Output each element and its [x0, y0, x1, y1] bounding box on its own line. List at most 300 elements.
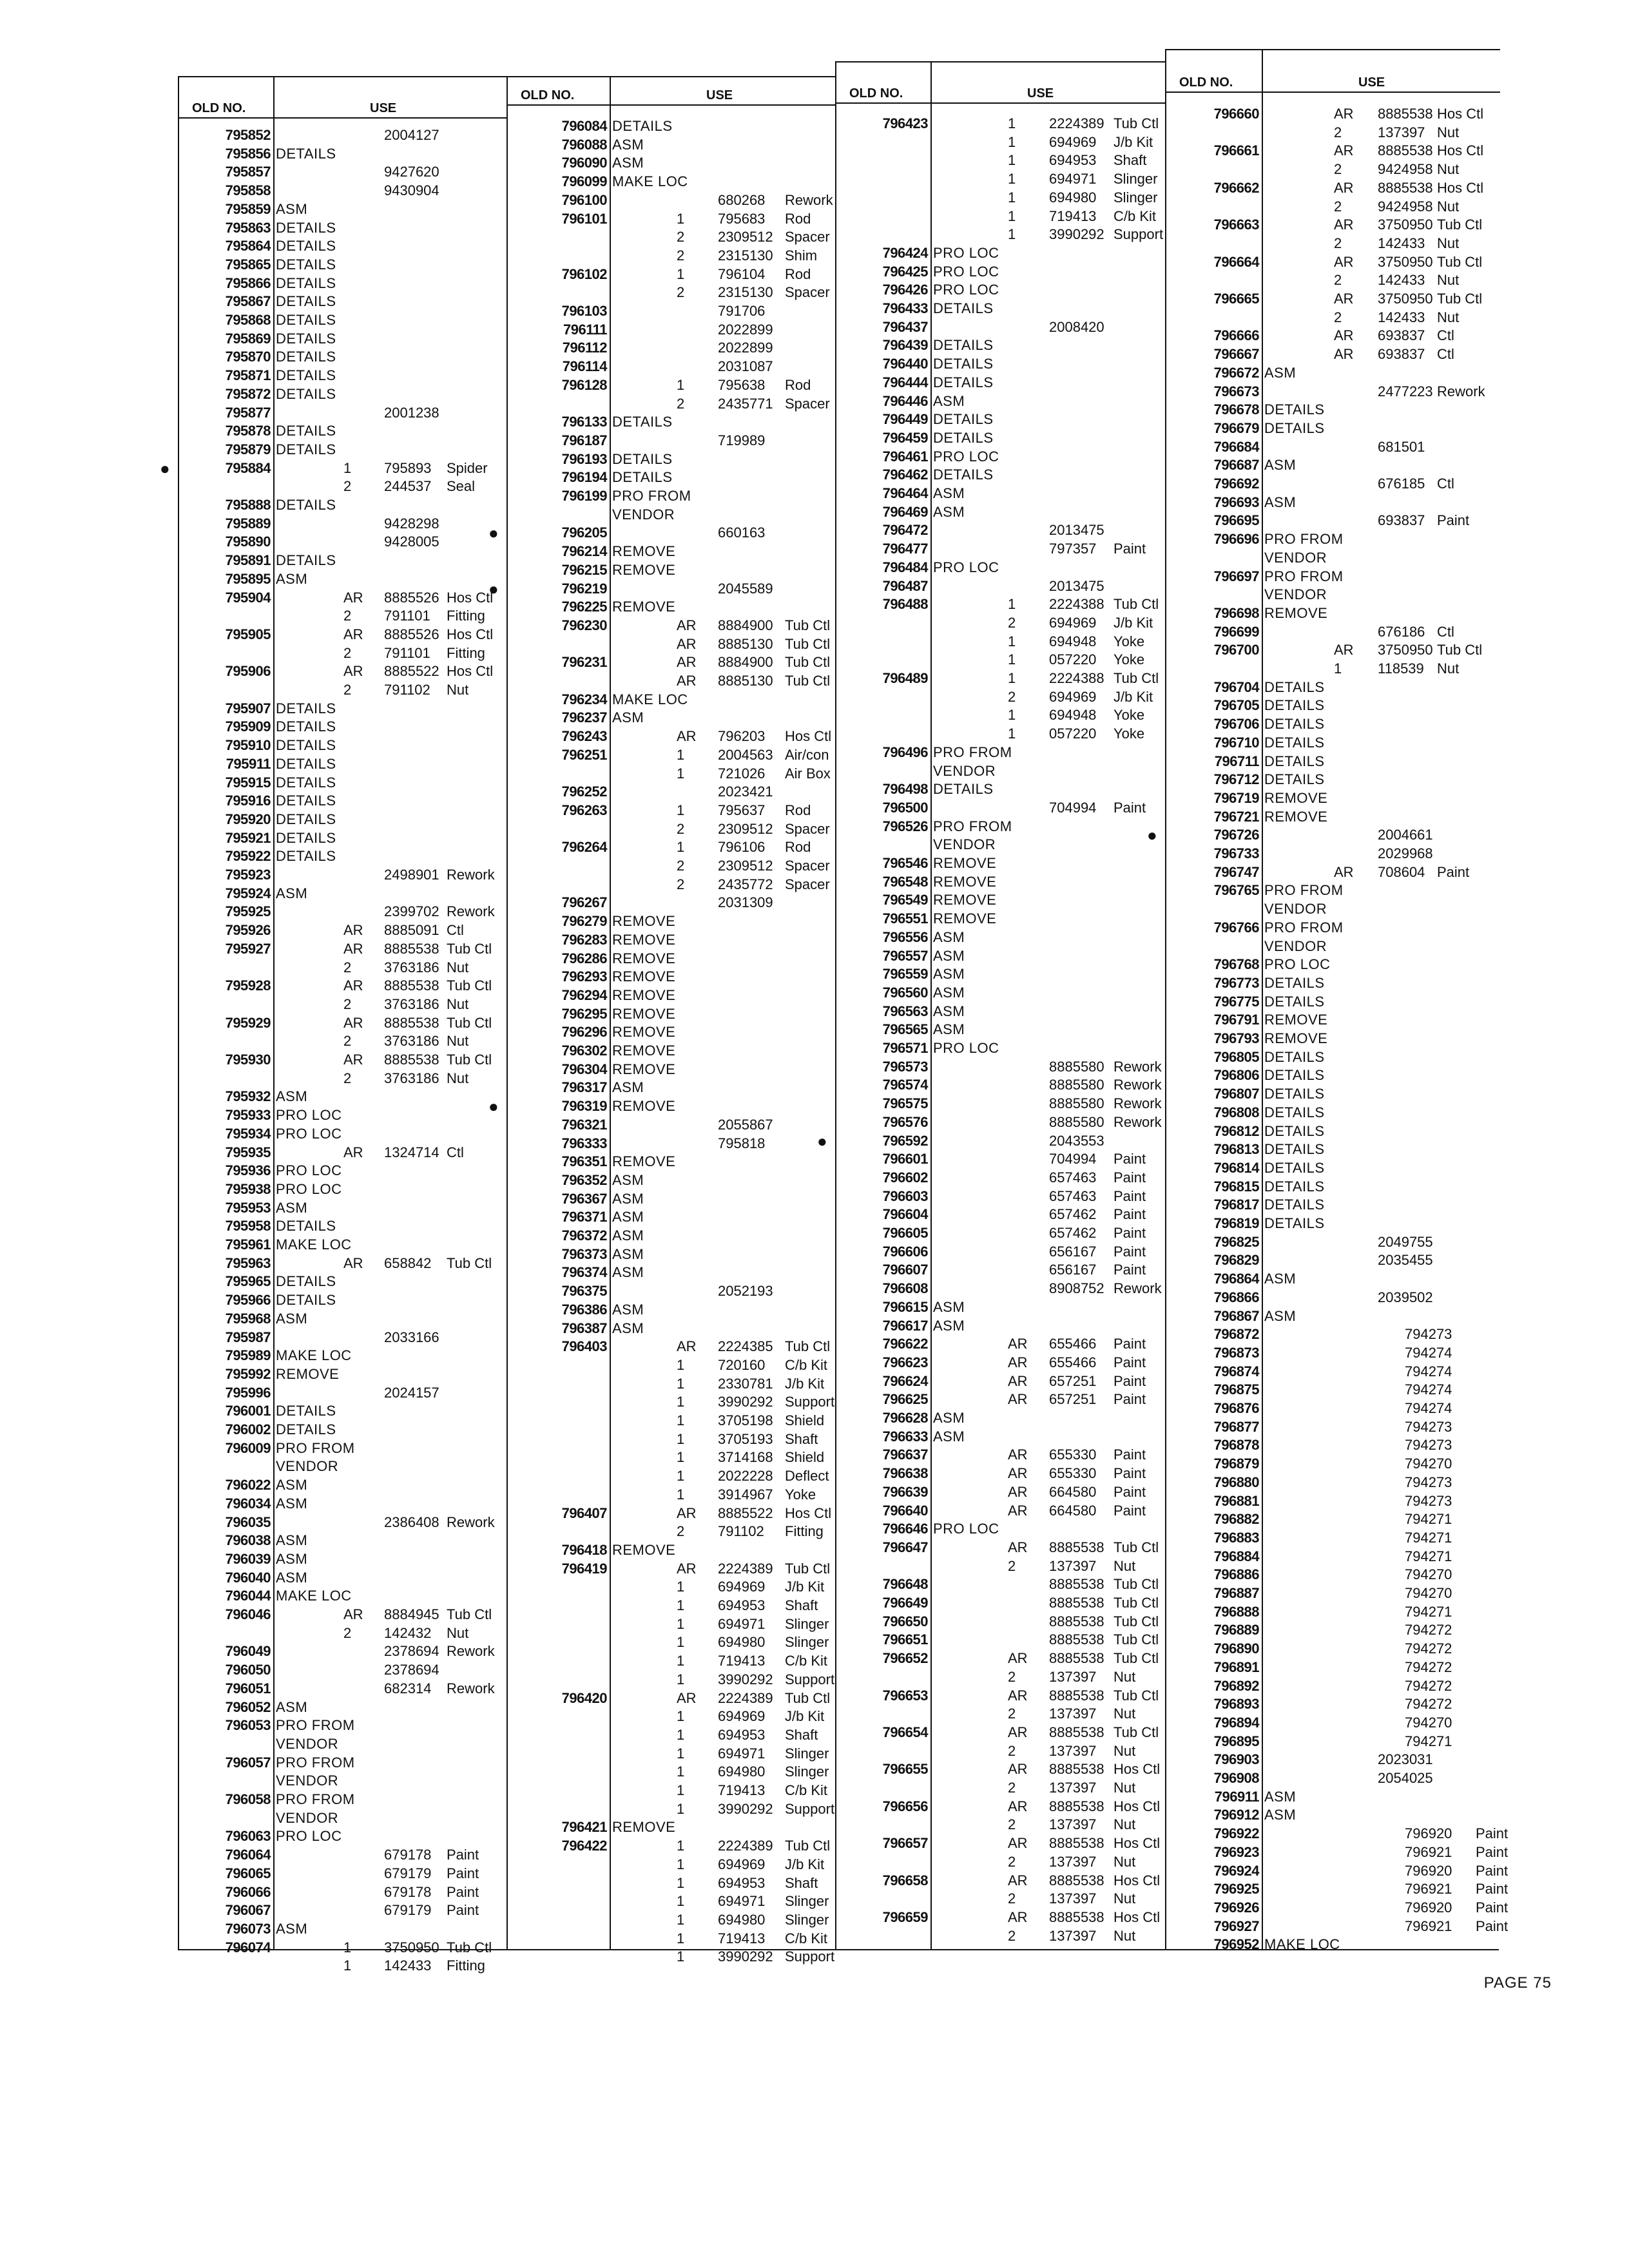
table-row — [508, 1837, 836, 1856]
table-row — [179, 1532, 508, 1550]
disposition-text: ASM — [276, 1920, 308, 1937]
old-number: 795966 — [225, 1292, 271, 1309]
old-number: 796009 — [225, 1439, 271, 1456]
disposition-text: DETAILS — [933, 466, 994, 483]
part-description: Tub Ctl — [785, 635, 831, 652]
new-part-number: 3750950 — [1378, 216, 1433, 233]
new-part-number: 658842 — [384, 1254, 432, 1271]
table-row — [836, 1724, 1166, 1742]
old-number: 796664 — [1213, 253, 1259, 270]
part-description: Rework — [1113, 1113, 1162, 1130]
table-row — [508, 802, 836, 820]
table-row — [1166, 1566, 1500, 1584]
old-number: 796387 — [561, 1320, 607, 1336]
quantity: AR — [1334, 216, 1354, 233]
table-row — [1166, 1048, 1500, 1067]
table-row — [836, 1206, 1166, 1224]
disposition-text: ASM — [612, 1320, 644, 1336]
new-part-number: 3705193 — [718, 1430, 773, 1447]
old-number: 796705 — [1213, 697, 1259, 714]
part-description: Yoke — [1113, 726, 1145, 742]
new-part-number: 664580 — [1049, 1483, 1097, 1500]
table-row — [836, 189, 1166, 207]
new-part-number: 2033166 — [384, 1329, 439, 1345]
table-row — [1166, 1085, 1500, 1104]
old-number: 796927 — [1213, 1917, 1259, 1934]
table-row — [1166, 1769, 1500, 1788]
quantity: 2 — [1008, 614, 1016, 631]
new-part-number: 694948 — [1049, 633, 1097, 649]
new-part-number: 8885522 — [384, 663, 439, 680]
bullet-marker: ● — [488, 1097, 499, 1117]
part-description: Paint — [1437, 512, 1470, 529]
table-row — [508, 635, 836, 654]
quantity: 2 — [1008, 1706, 1016, 1722]
new-part-number: 8885580 — [1049, 1058, 1104, 1075]
table-row — [508, 912, 836, 931]
table-row — [836, 1575, 1166, 1594]
old-number: 795921 — [225, 829, 271, 846]
quantity: 1 — [343, 1939, 352, 1956]
old-number: 796371 — [561, 1209, 607, 1225]
old-number: 795870 — [225, 349, 271, 365]
old-number: 796440 — [882, 356, 928, 372]
old-number: 796002 — [225, 1421, 271, 1437]
table-row — [1166, 1584, 1500, 1603]
disposition-text: REMOVE — [612, 1153, 676, 1170]
table-row — [1166, 456, 1500, 475]
disposition-text: ASM — [612, 1245, 644, 1262]
disposition-text: PRO LOC — [276, 1162, 342, 1179]
new-part-number: 2399702 — [384, 903, 439, 920]
old-number: 796679 — [1213, 419, 1259, 436]
new-part-number: 8885538 — [384, 1052, 439, 1068]
table-row — [836, 1668, 1166, 1687]
old-number: 795889 — [225, 515, 271, 532]
quantity: AR — [343, 1014, 363, 1031]
part-description: Slinger — [785, 1634, 829, 1651]
table-row — [508, 1282, 836, 1301]
old-number: 796459 — [882, 429, 928, 446]
old-number: 796351 — [561, 1153, 607, 1170]
bullet-marker: ● — [817, 1131, 827, 1151]
new-part-number: 2022899 — [718, 321, 773, 338]
old-number: 796574 — [882, 1077, 928, 1093]
quantity: AR — [1008, 1372, 1028, 1389]
part-description: Nut — [1437, 235, 1460, 251]
new-part-number: 2022899 — [718, 340, 773, 356]
table-row — [836, 485, 1166, 503]
table-row — [179, 126, 508, 145]
quantity: AR — [1008, 1761, 1028, 1778]
disposition-text: DETAILS — [1264, 1196, 1325, 1213]
table-row — [836, 1760, 1166, 1779]
old-number: 796050 — [225, 1662, 271, 1678]
new-part-number: 2052193 — [718, 1283, 773, 1300]
table-row — [179, 607, 508, 626]
new-part-number: 794274 — [1405, 1400, 1452, 1416]
quantity: 1 — [1334, 660, 1342, 677]
table-row — [179, 977, 508, 995]
table-row — [508, 1135, 836, 1153]
quantity: AR — [1008, 1483, 1028, 1500]
disposition-text: DETAILS — [1264, 697, 1325, 714]
disposition-text: ASM — [1264, 1271, 1296, 1287]
new-part-number: 655330 — [1049, 1446, 1097, 1463]
table-row — [508, 284, 836, 302]
disposition-text: PRO LOC — [933, 1521, 999, 1537]
table-row — [1166, 678, 1500, 697]
part-description: Tub Ctl — [785, 1689, 831, 1706]
old-number: 796563 — [882, 1003, 928, 1019]
disposition-text: ASM — [933, 947, 965, 964]
new-part-number: 8885538 — [1049, 1613, 1104, 1629]
new-part-number: 794274 — [1405, 1363, 1452, 1379]
table-row — [1166, 1196, 1500, 1215]
table-row — [179, 1070, 508, 1088]
old-number: 796546 — [882, 855, 928, 871]
disposition-text: DETAILS — [933, 337, 994, 354]
part-description: Tub Ctl — [785, 654, 831, 671]
old-number: 796926 — [1213, 1899, 1259, 1916]
old-number: 796908 — [1213, 1770, 1259, 1786]
table-row — [508, 1005, 836, 1024]
table-row — [1166, 235, 1500, 253]
new-part-number: 655330 — [1049, 1465, 1097, 1482]
table-row — [179, 866, 508, 885]
table-row — [508, 210, 836, 229]
table-row — [508, 857, 836, 876]
quantity: 2 — [1334, 161, 1342, 178]
table-row — [1166, 956, 1500, 974]
new-part-number: 719413 — [718, 1782, 766, 1798]
table-row — [508, 1818, 836, 1837]
part-description: Rework — [1113, 1077, 1162, 1093]
old-number: 795891 — [225, 552, 271, 569]
new-part-number: 2309512 — [718, 858, 773, 874]
quantity: AR — [677, 654, 697, 671]
table-row — [179, 1291, 508, 1310]
disposition-text: MAKE LOC — [1264, 1936, 1340, 1953]
table-row — [836, 1465, 1166, 1483]
table-row — [836, 355, 1166, 374]
part-description: Tub Ctl — [447, 1052, 492, 1068]
part-description: Tub Ctl — [785, 673, 831, 689]
table-row — [179, 1901, 508, 1920]
part-description: Paint — [1476, 1917, 1509, 1934]
disposition-text: DETAILS — [276, 774, 336, 791]
old-number: 796375 — [561, 1283, 607, 1300]
old-number: 796133 — [561, 414, 607, 430]
quantity: AR — [343, 1606, 363, 1622]
part-description: Ctl — [1437, 327, 1454, 344]
quantity: AR — [677, 1689, 697, 1706]
disposition-text: VENDOR — [276, 1809, 339, 1826]
disposition-text: DETAILS — [1264, 1141, 1325, 1158]
old-number: 796829 — [1213, 1252, 1259, 1269]
part-description: Paint — [1476, 1825, 1509, 1842]
old-number: 796647 — [882, 1539, 928, 1555]
old-number: 796608 — [882, 1280, 928, 1297]
table-row — [508, 321, 836, 340]
table-row — [1166, 1455, 1500, 1474]
quantity: 2 — [343, 644, 352, 661]
part-description: J/b Kit — [785, 1579, 825, 1595]
quantity: 2 — [677, 247, 685, 264]
disposition-text: DETAILS — [1264, 753, 1325, 769]
new-part-number: 794273 — [1405, 1326, 1452, 1343]
disposition-text: PRO FROM — [276, 1439, 355, 1456]
table-row — [179, 404, 508, 423]
part-description: Tub Ctl — [785, 1338, 831, 1355]
old-number: 795932 — [225, 1088, 271, 1105]
quantity: AR — [343, 589, 363, 606]
disposition-text: ASM — [1264, 1307, 1296, 1324]
table-row — [1166, 253, 1500, 272]
new-part-number: 694969 — [1049, 688, 1097, 705]
new-part-number: 2309512 — [718, 229, 773, 245]
table-row — [179, 940, 508, 959]
table-row — [836, 780, 1166, 799]
quantity: 2 — [1334, 198, 1342, 215]
new-part-number: 8885538 — [1049, 1687, 1104, 1704]
old-number: 796500 — [882, 799, 928, 816]
new-part-number: 794270 — [1405, 1566, 1452, 1583]
old-number: 796891 — [1213, 1658, 1259, 1675]
table-row — [179, 1032, 508, 1051]
table-row — [1166, 179, 1500, 198]
new-part-number: 142433 — [1378, 235, 1425, 251]
table-row — [836, 1613, 1166, 1631]
new-part-number: 694971 — [718, 1745, 766, 1762]
disposition-text: DETAILS — [1264, 1104, 1325, 1120]
disposition-text: REMOVE — [612, 1541, 676, 1558]
part-description: Paint — [1113, 1243, 1146, 1260]
new-part-number: 795818 — [718, 1135, 766, 1151]
new-part-number: 2031087 — [718, 358, 773, 375]
new-part-number: 719989 — [718, 432, 766, 448]
old-number: 795929 — [225, 1014, 271, 1031]
old-number: 796424 — [882, 244, 928, 261]
quantity: 2 — [343, 959, 352, 975]
old-number: 796623 — [882, 1354, 928, 1370]
quantity: AR — [1334, 642, 1354, 658]
new-part-number: 2315130 — [718, 284, 773, 301]
old-number: 796726 — [1213, 827, 1259, 843]
disposition-text: REMOVE — [612, 561, 676, 578]
table-row — [508, 432, 836, 450]
table-row — [836, 836, 1166, 854]
table-row — [1166, 1917, 1509, 1936]
quantity: AR — [343, 977, 363, 994]
table-row — [836, 1187, 1166, 1206]
table-row — [1166, 290, 1500, 309]
disposition-text: ASM — [612, 1227, 644, 1244]
table-row — [1166, 1325, 1500, 1344]
disposition-text: REMOVE — [612, 1819, 676, 1836]
part-description: Tub Ctl — [1437, 216, 1483, 233]
part-description: Nut — [1113, 1890, 1136, 1907]
disposition-text: REMOVE — [612, 1043, 676, 1059]
disposition-text: PRO FROM — [1264, 882, 1344, 899]
disposition-text: DETAILS — [276, 238, 336, 255]
table-row — [508, 765, 836, 783]
old-number: 796477 — [882, 541, 928, 557]
old-number: 796267 — [561, 894, 607, 911]
table-row — [508, 1227, 836, 1245]
disposition-text: PRO FROM — [1264, 568, 1344, 584]
table-row — [179, 1735, 508, 1754]
table-row — [836, 1390, 1166, 1409]
table-row — [508, 1448, 836, 1467]
disposition-text: ASM — [933, 984, 965, 1001]
old-number: 796884 — [1213, 1548, 1259, 1564]
table-row — [836, 1335, 1166, 1354]
new-part-number: 660163 — [718, 524, 766, 541]
table-row — [179, 847, 508, 866]
quantity: AR — [1334, 179, 1354, 196]
table-row — [836, 1742, 1166, 1761]
part-description: Rod — [785, 265, 811, 282]
part-description: Shaft — [785, 1726, 818, 1743]
part-description: Rework — [447, 1643, 495, 1660]
new-part-number: 057220 — [1049, 726, 1097, 742]
old-number: 796881 — [1213, 1492, 1259, 1509]
table-row — [508, 1578, 836, 1597]
new-part-number: 694969 — [718, 1708, 766, 1725]
new-part-number: 2001238 — [384, 404, 439, 421]
new-part-number: 694948 — [1049, 707, 1097, 724]
table-row — [179, 1384, 508, 1403]
old-number: 796665 — [1213, 291, 1259, 307]
old-number: 795961 — [225, 1236, 271, 1253]
table-row — [508, 1153, 836, 1171]
new-part-number: 796921 — [1405, 1881, 1452, 1898]
table-row — [508, 653, 836, 672]
disposition-text: DETAILS — [276, 1292, 336, 1309]
table-row — [179, 1754, 508, 1773]
table-row — [179, 811, 508, 829]
use-header: USE — [706, 88, 733, 102]
part-description: Ctl — [1437, 476, 1454, 492]
old-number: 796100 — [561, 191, 607, 208]
part-description: Paint — [447, 1847, 479, 1863]
old-number: 796877 — [1213, 1418, 1259, 1435]
table-row — [1166, 1733, 1500, 1751]
table-row — [508, 395, 836, 414]
old-number: 796049 — [225, 1643, 271, 1660]
part-description: Air Box — [785, 765, 831, 782]
table-row — [836, 170, 1166, 189]
table-row — [179, 662, 508, 681]
new-part-number: 794272 — [1405, 1622, 1452, 1639]
old-number: 796660 — [1213, 106, 1259, 122]
disposition-text: ASM — [933, 392, 965, 409]
new-part-number: 694969 — [1049, 133, 1097, 150]
new-part-number: 791706 — [718, 303, 766, 319]
table-row — [179, 496, 508, 515]
old-number: 795865 — [225, 256, 271, 273]
table-column-1 — [160, 76, 508, 1974]
table-row — [836, 263, 1166, 282]
old-number: 795852 — [225, 127, 271, 143]
new-part-number: 8885538 — [384, 1014, 439, 1031]
new-part-number: 3714168 — [718, 1449, 773, 1466]
old-number: 796625 — [882, 1391, 928, 1408]
table-row — [179, 1273, 508, 1291]
old-number: 796825 — [1213, 1233, 1259, 1250]
old-number: 796279 — [561, 913, 607, 930]
table-row — [836, 688, 1166, 707]
part-description: Tub Ctl — [447, 1254, 492, 1271]
part-description: Rework — [1113, 1095, 1162, 1112]
table-row — [1166, 419, 1500, 438]
table-row — [836, 725, 1166, 744]
new-part-number: 693837 — [1378, 327, 1425, 344]
old-number: 796646 — [882, 1521, 928, 1537]
part-description: Tub Ctl — [785, 1838, 831, 1854]
new-part-number: 795893 — [384, 459, 432, 476]
new-part-number: 3990292 — [718, 1671, 773, 1687]
quantity: AR — [1008, 1908, 1028, 1925]
table-row — [179, 1014, 508, 1033]
old-number: 796721 — [1213, 808, 1259, 825]
part-description: Paint — [1113, 1206, 1146, 1223]
old-number: 795872 — [225, 385, 271, 402]
new-part-number: 137397 — [1049, 1557, 1097, 1574]
table-row — [1166, 105, 1500, 124]
disposition-text: REMOVE — [612, 968, 676, 985]
table-row — [508, 1079, 836, 1097]
table-row — [1166, 623, 1500, 642]
disposition-text: DETAILS — [1264, 716, 1325, 733]
table-row — [508, 727, 836, 746]
table-row — [179, 1254, 508, 1273]
old-number: 796001 — [225, 1403, 271, 1419]
new-part-number: 8885526 — [384, 589, 439, 606]
part-description: Ctl — [1437, 346, 1454, 363]
table-row — [179, 1809, 508, 1828]
table-row — [1166, 937, 1500, 956]
table-row — [179, 1920, 508, 1939]
old-number: 796808 — [1213, 1104, 1259, 1120]
table-row — [817, 1131, 1166, 1151]
quantity: AR — [1008, 1539, 1028, 1555]
part-description: Paint — [1476, 1899, 1509, 1916]
table-row — [1166, 604, 1500, 623]
table-row — [836, 466, 1166, 485]
disposition-text: DETAILS — [276, 1403, 336, 1419]
table-row — [1166, 494, 1500, 512]
part-description: Tub Ctl — [1113, 1631, 1159, 1648]
old-number: 796637 — [882, 1446, 928, 1463]
part-description: Rework — [1113, 1058, 1162, 1075]
table-row — [836, 1076, 1166, 1095]
table-row — [836, 651, 1166, 669]
old-number: 795856 — [225, 145, 271, 162]
part-description: Paint — [1113, 1225, 1146, 1241]
table-row — [179, 1125, 508, 1144]
new-part-number: 2043553 — [1049, 1132, 1104, 1149]
table-row — [508, 358, 836, 376]
quantity: 2 — [677, 284, 685, 301]
table-row — [179, 200, 508, 219]
table-row — [508, 1930, 836, 1948]
table-row — [508, 1633, 836, 1652]
disposition-text: DETAILS — [276, 349, 336, 365]
old-number: 796663 — [1213, 216, 1259, 233]
quantity: 1 — [677, 1930, 685, 1946]
